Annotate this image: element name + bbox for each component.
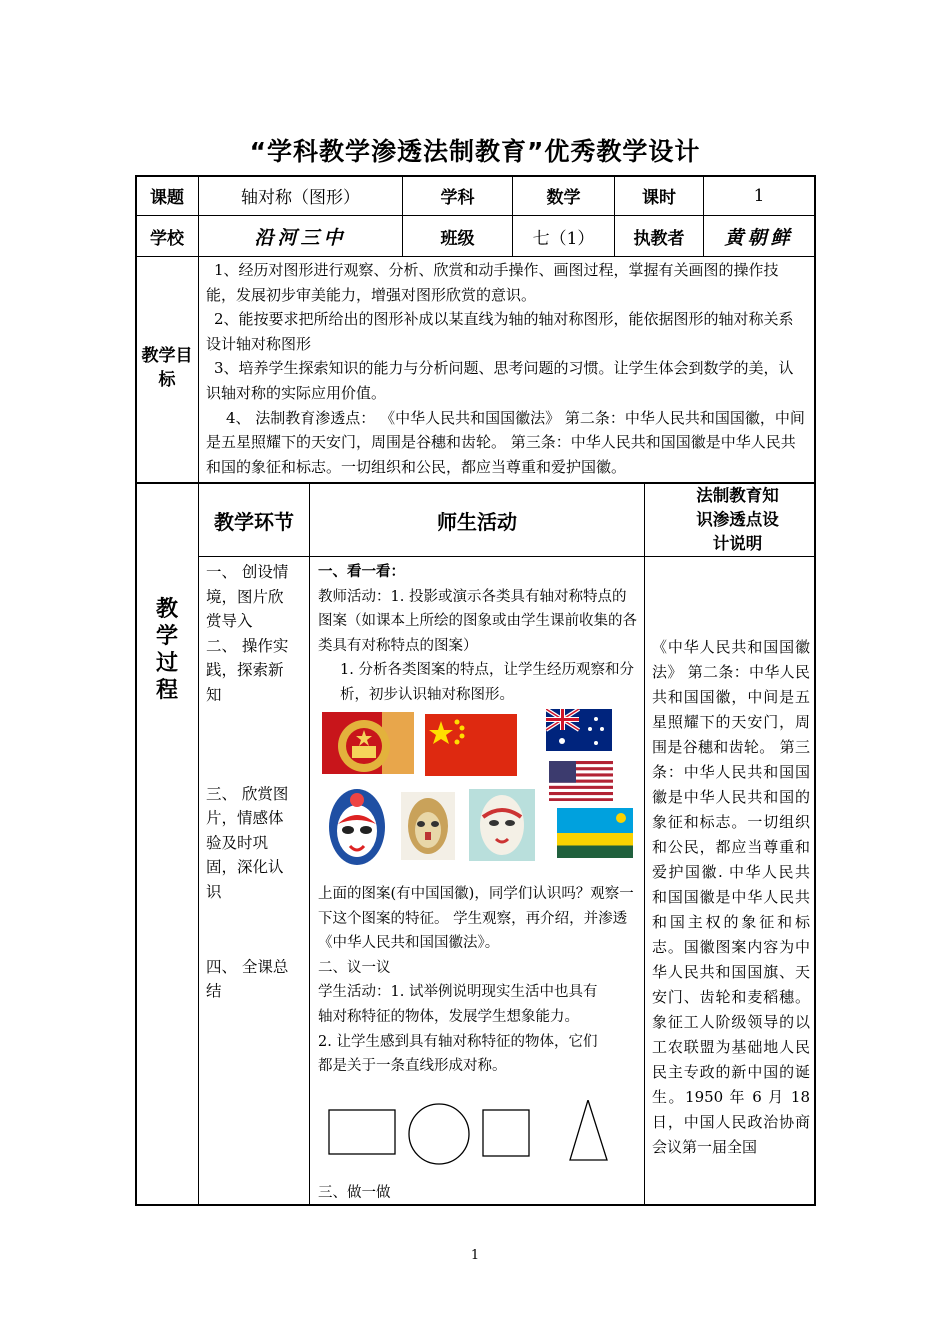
rectangle-shape <box>329 1110 395 1154</box>
col-activity-header: 师生活动 <box>437 509 517 534</box>
national-emblem-image <box>322 712 414 774</box>
topic-label: 课题 <box>150 188 184 208</box>
page-title: “学科教学渗透法制教育”优秀教学设计 <box>249 137 701 166</box>
goal-item: 1、经历对图形进行观察、分析、欣赏和动手操作、画图过程，掌握有关画图的操作技能，发展初步审美能力，增强对图形欣赏的意识。 <box>206 261 779 304</box>
activity-do <box>318 1181 638 1206</box>
section-look: 一、看一看： <box>318 563 405 580</box>
circle-shape <box>409 1104 469 1164</box>
triangle-shape <box>570 1100 607 1160</box>
col-steps-header: 教学环节 <box>214 509 294 534</box>
topic-value: 轴对称（图形） <box>241 188 360 208</box>
rwanda-flag-image <box>557 808 633 858</box>
step-item: 三、 欣赏图片，情感体验及时巩固，深化认识 <box>206 784 289 901</box>
teacher-activity: 教师活动：1. 投影或演示各类具有轴对称特点的图案（如课本上所绘的图象或由学生课前收集的各类具有对称特点的图案） <box>318 588 637 654</box>
goal-item: 3、培养学生探索知识的能力与分析问题、思考问题的习惯。让学生体会到数学的美，认识轴对称的实际应用价值。 <box>206 359 794 402</box>
student-activity-2: 2. 让学生感到具有轴对称特征的物体，它们都是关于一条直线形成对称。 <box>318 1033 598 1075</box>
analyze-text: 1. 分析各类图案的特点，让学生经历观察和分析，初步认识轴对称图形。 <box>340 662 634 703</box>
symmetric-shapes <box>325 1100 625 1168</box>
opera-mask-1-image <box>326 786 388 868</box>
subject-label: 学科 <box>440 188 475 208</box>
teacher-label: 执教者 <box>633 228 685 249</box>
square-shape <box>483 1110 529 1156</box>
page-number: 1 <box>470 1248 480 1263</box>
section-discuss: 二、议一议 <box>318 959 391 976</box>
class-label: 班级 <box>440 228 475 249</box>
school-label: 学校 <box>150 228 184 249</box>
opera-mask-2-image <box>401 792 455 860</box>
usa-flag-image <box>549 761 613 801</box>
step-item: 二、 操作实践，探索新知 <box>206 636 289 704</box>
col-law-header: 法制教育知识渗透点设计说明 <box>696 486 779 553</box>
goal-item: 2、能按要求把所给出的图形补成以某直线为轴的轴对称图形，能依据图形的轴对称关系设计轴对称图形 <box>206 310 794 353</box>
subject-value: 数学 <box>546 188 581 208</box>
activity-column-lower <box>318 882 638 1079</box>
step-item: 一、 创设情境，图片欣赏导入 <box>206 563 289 631</box>
school-value: 沿河三中 <box>254 226 347 249</box>
step-item: 四、 全课总结 <box>206 957 289 1001</box>
student-activity-1: 学生活动：1. 试举例说明现实生活中也具有轴对称特征的物体，发展学生想象能力。 <box>318 984 598 1025</box>
australia-flag-image <box>546 709 612 751</box>
teacher-value: 黄朝鲜 <box>724 226 794 249</box>
question-text: 上面的图案(有中国国徽)，同学们认识吗？观察一下这个图案的特征。 学生观察，再介绍，并渗透《中华人民共和国国徽法》。 <box>318 886 634 952</box>
class-value: 七（1） <box>532 228 595 249</box>
law-text: 《中华人民共和国国徽法》 第二条：中华人民共和国国徽，中间是五星照耀下的天安门，周围是谷穗和齿轮。 第三条：中华人民共和国国徽是中华人民共和国的象征和标志。一切组织和公民，都应当尊重和爱护国徽. 中华人民共和国国徽是中华人民共和国主权的象征和标志。国徽图案内容为中华人民共和国国旗、天安门、齿轮和麦稻穗。象征工人阶级领导的以工农联盟为基础地人民民主专政的新中国的诞生。1950 年 6 月 18 日，中国人民政治协商会议第一届全国 <box>652 638 810 1156</box>
china-flag-image <box>425 714 517 776</box>
activity-column <box>318 560 638 708</box>
goal-item: 4、 法制教育渗透点： 《中华人民共和国国徽法》 第二条：中华人民共和国国徽，中间是五星照耀下的天安门，周围是谷穗和齿轮。 第三条：中华人民共和国国徽是中华人民共和国的象征和标志。一切组织和公民，都应当尊重和爱护国徽。 <box>206 408 805 476</box>
process-label: 教学过程 <box>155 597 178 703</box>
goals-label: 教学目标 <box>141 346 193 390</box>
goals-text <box>206 258 808 479</box>
period-label: 课时 <box>642 188 676 208</box>
opera-mask-3-image <box>469 789 535 861</box>
section-do: 三、做一做 <box>318 1185 391 1201</box>
period-value: 1 <box>753 185 765 206</box>
steps-column <box>206 560 298 1004</box>
